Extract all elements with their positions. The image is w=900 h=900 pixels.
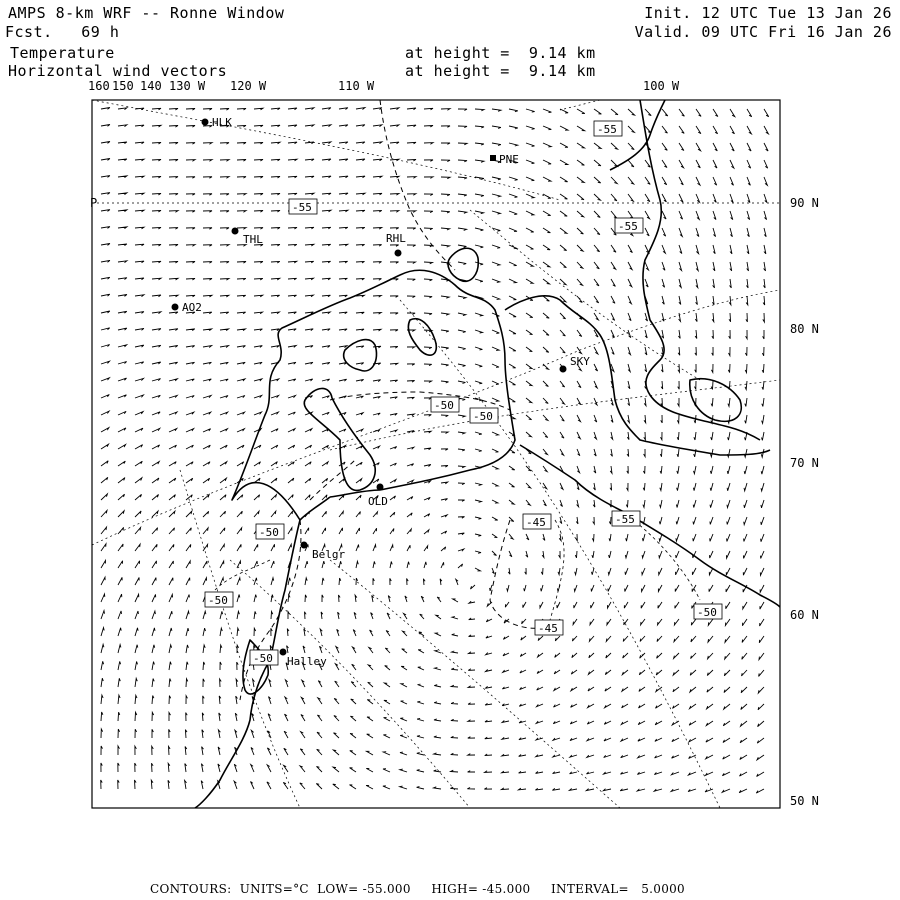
station-pne (490, 153, 519, 166)
station-sky (560, 355, 591, 373)
svg-text:AO2: AO2 (182, 301, 202, 314)
station-hlk (202, 116, 233, 129)
svg-text:-45: -45 (538, 622, 558, 635)
contour-label (256, 524, 284, 539)
lon-label-100w: 100 W (643, 79, 680, 93)
svg-text:-55: -55 (618, 220, 638, 233)
svg-text:-50: -50 (434, 399, 454, 412)
left-edge-label: P (90, 196, 98, 210)
init-time: Init. 12 UTC Tue 13 Jan 26 (644, 4, 892, 22)
contour-label (470, 408, 498, 423)
svg-text:HLK: HLK (212, 116, 232, 129)
contour-label (289, 199, 317, 214)
lat-label-60n: 60 N (790, 608, 819, 622)
svg-text:RHL: RHL (386, 232, 406, 245)
height-label-1: at height = 9.14 km (405, 44, 596, 62)
station-thl (232, 228, 264, 247)
svg-text:OLD: OLD (368, 495, 388, 508)
svg-text:Belgr: Belgr (312, 548, 346, 561)
station-halley (280, 649, 328, 669)
contour-label (250, 650, 278, 665)
contour-label (594, 121, 622, 136)
lat-label-50n: 50 N (790, 794, 819, 808)
svg-text:-55: -55 (292, 201, 312, 214)
svg-text:THL: THL (243, 233, 263, 246)
lon-label-150: 150 (112, 79, 134, 93)
height-label-2: at height = 9.14 km (405, 62, 596, 80)
svg-text:SKY: SKY (570, 355, 590, 368)
svg-text:-50: -50 (208, 594, 228, 607)
lon-label-160: 160 (88, 79, 110, 93)
svg-text:-55: -55 (615, 513, 635, 526)
lon-label-120w: 120 W (230, 79, 267, 93)
lon-label-130w: 130 W (169, 79, 206, 93)
lat-label-90n: 90 N (790, 196, 819, 210)
wind-vector-field (101, 108, 769, 794)
grounding-lines (240, 100, 540, 700)
svg-text:PNE: PNE (499, 153, 519, 166)
svg-text:Halley: Halley (287, 655, 327, 668)
svg-text:-45: -45 (526, 516, 546, 529)
svg-text:-50: -50 (473, 410, 493, 423)
svg-text:-50: -50 (259, 526, 279, 539)
forecast-hour: Fcst. 69 h (5, 23, 120, 41)
valid-time: Valid. 09 UTC Fri 16 Jan 26 (634, 23, 892, 41)
contour-label (205, 592, 233, 607)
map-title: AMPS 8-km WRF -- Ronne Window (8, 4, 285, 22)
field-label-wind: Horizontal wind vectors (8, 62, 228, 80)
lat-label-80n: 80 N (790, 322, 819, 336)
svg-text:-55: -55 (597, 123, 617, 136)
contour-label (612, 511, 640, 526)
svg-text:-50: -50 (697, 606, 717, 619)
lat-label-70n: 70 N (790, 456, 819, 470)
lon-label-110w: 110 W (338, 79, 375, 93)
coastline (195, 100, 780, 808)
contour-labels (205, 121, 722, 665)
station-rhl (386, 232, 406, 257)
contour-label (615, 218, 643, 233)
station-belgr (301, 542, 346, 562)
wind-vector-arrows (101, 108, 769, 794)
lon-label-140: 140 (140, 79, 162, 93)
stations (172, 116, 591, 668)
contour-label (694, 604, 722, 619)
svg-text:-50: -50 (253, 652, 273, 665)
contour-label (523, 514, 551, 529)
contour-label (431, 397, 459, 412)
station-old (368, 484, 388, 509)
field-label-temperature: Temperature (10, 44, 115, 62)
contour-label (535, 620, 563, 635)
contour-legend: CONTOURS: UNITS=°C LOW= -55.000 HIGH= -45.000 INTERVAL= 5.0000 (150, 882, 685, 896)
